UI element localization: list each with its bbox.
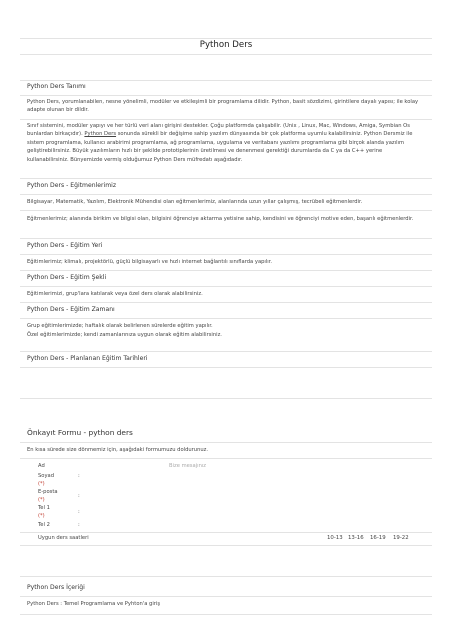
hours-label: Uygun ders saatleri (38, 535, 89, 541)
hour-option-10-13[interactable]: 10-13 (327, 535, 343, 541)
divider (20, 238, 432, 239)
divider (20, 286, 432, 287)
tanim-p2-part-b: sonunda sürekli bir değişime sahip yazılım dünyasında bir çok platforma uyumlu kalabilirsiniz. Python Dersmiz ile sistem programlama, kullanıcı arabirimi programlama, ağ programlama, uygulama ve veritabanı yazılımı programlama gibi birçok alanda yazılım geliştirebilirsiniz. Büyük yazılımların hızlı bir şekilde prototiplerinin üretilmesi ve denenmesi gerektiği durumlarda da C ya da C++ yerine kullanabilirsiniz. Bünyemizde vermiş olduğumuz Python Ders müfredatı aşağıdadır. (27, 131, 413, 163)
divider (20, 302, 432, 303)
section-heading-egitmen: Python Ders - Eğitmenlerimiz (27, 182, 117, 189)
hour-option-19-22[interactable]: 19-22 (393, 535, 409, 541)
section-heading-tanim: Python Ders Tanımı (27, 83, 86, 90)
divider (20, 596, 432, 597)
form-intro: En kısa sürede size dönmemiz için, aşağıdaki formumuzu doldurunuz. (27, 447, 209, 453)
hour-option-16-19[interactable]: 16-19 (370, 535, 386, 541)
egitmen-paragraph-2: Eğitmenlerimiz; alanında birikim ve bilgisi olan, bilgisini öğrenciye aktarma yetisine sahip, kendisini ve öğrenciyi motive eden, başarılı eğitmenlerdir. (27, 216, 414, 222)
divider (20, 442, 432, 443)
tel2-label: Tel 2 (38, 522, 50, 528)
divider (20, 458, 432, 459)
soyad-label: Soyad (38, 473, 55, 479)
tanim-paragraph-2 (27, 122, 425, 164)
tel1-required-mark: (*) (38, 513, 45, 519)
hour-option-13-16[interactable]: 13-16 (348, 535, 364, 541)
divider (20, 95, 432, 96)
egitmen-paragraph-1: Bilgisayar, Matematik, Yazılım, Elektronik Mühendisi olan eğitmenlerimiz, alanlarında uzun yıllar çalışmış, tecrübeli eğitmenlerdir. (27, 199, 363, 205)
divider (20, 614, 432, 615)
section-heading-zaman: Python Ders - Eğitim Zamanı (27, 306, 115, 313)
divider (20, 254, 432, 255)
tel1-label: Tel 1 (38, 505, 50, 511)
message-textarea[interactable]: Bize mesajınız (169, 463, 207, 469)
divider (20, 119, 432, 120)
divider (20, 80, 432, 81)
divider (20, 398, 432, 399)
divider (20, 270, 432, 271)
zaman-paragraph-2: Özel eğitimlerimizde; kendi zamanlarınıza uygun olarak eğitim alabilirsiniz. (27, 332, 222, 338)
divider (20, 545, 432, 546)
eposta-label: E-posta (38, 489, 58, 495)
page-title: Python Ders (199, 40, 253, 50)
section-heading-yer: Python Ders - Eğitim Yeri (27, 242, 103, 249)
ad-label: Ad (38, 463, 45, 469)
section-heading-sekil: Python Ders - Eğitim Şekli (27, 274, 107, 281)
sekil-paragraph: Eğitimlerimizi, grup'lara katılarak veya özel ders olarak alabilirsiniz. (27, 291, 203, 297)
divider (20, 194, 432, 195)
soyad-input[interactable]: : (78, 473, 80, 479)
section-heading-tarih: Python Ders - Planlanan Eğitim Tarihleri (27, 355, 148, 362)
header-divider-top (20, 38, 432, 39)
divider (20, 576, 432, 577)
yer-paragraph: Eğitimlerimiz; klimalı, projektörlü, güçlü bilgisayarlı ve hızlı internet bağlantılı sınıflarda yapılır. (27, 259, 273, 265)
divider (20, 318, 432, 319)
divider (20, 178, 432, 179)
tel1-input[interactable]: : (78, 509, 80, 515)
tanim-p2-part-a: Sınıf sistemini, modüler yapıyı ve her türlü veri alanı girişini destekler. Çoğu platformda çalışabilir. (Unix , Linux, Mac, Windows, Amiga, Symbian Os bunlardan birkaçıdır). (27, 123, 410, 138)
divider (20, 532, 432, 533)
section-heading-icerik: Python Ders İçeriği (27, 584, 85, 591)
icerik-item-1: Python Ders : Temel Programlama ve Pyhton'a giriş (27, 601, 161, 607)
divider (20, 367, 432, 368)
header-divider-bottom (20, 54, 432, 55)
eposta-required-mark: (*) (38, 497, 45, 503)
tanim-paragraph-1: Python Ders, yorumlanabilen, nesne yönelimli, modüler ve etkileşimli bir programlama dilidir. Python, basit sözdizimi, girintilere dayalı yapısı; ile kolay adapte olunan bir dildir. (27, 99, 419, 114)
eposta-input[interactable]: : (78, 493, 80, 499)
zaman-paragraph-1: Grup eğitimlerimizde; haftalık olarak belirlenen sürelerde eğitim yapılır. (27, 323, 213, 329)
soyad-required-mark: (*) (38, 481, 45, 487)
divider (20, 351, 432, 352)
divider (20, 210, 432, 211)
form-title: Önkayıt Formu - python ders (27, 428, 133, 437)
tel2-input[interactable]: : (78, 522, 80, 528)
python-ders-link[interactable]: Python Ders (84, 131, 117, 138)
